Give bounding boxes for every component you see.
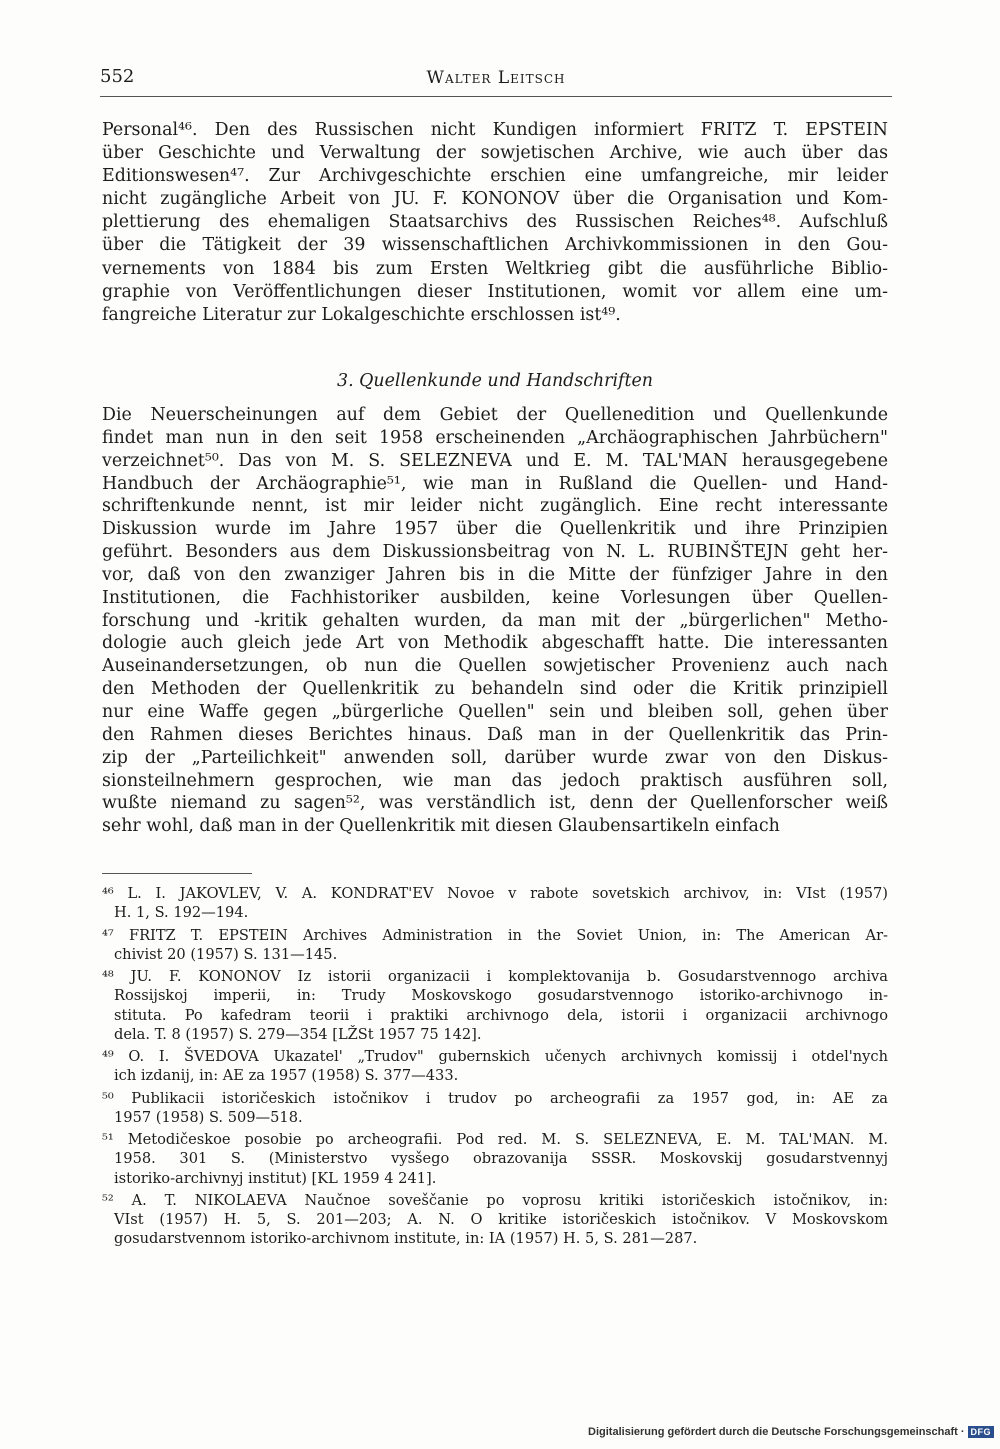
text-line: forschung und -kritik gehalten wurden, da man mit der „bürgerlichen" Metho- xyxy=(102,610,888,631)
footnote xyxy=(102,967,888,1044)
footnote xyxy=(102,1047,888,1085)
text-line: Personal⁴⁶. Den des Russischen nicht Kundigen informiert FRITZ T. EPSTEIN xyxy=(102,120,888,140)
text-line: schriftenkunde nennt, ist mir leider nicht zugänglich. Eine recht interessante xyxy=(102,496,888,517)
text-line: den Methoden der Quellenkritik zu behandeln sind oder die Kritik prinzipiell xyxy=(102,679,888,700)
footnote xyxy=(102,1191,888,1249)
text-line: über die Tätigkeit der 39 wissenschaftlichen Archivkommissionen in den Gou- xyxy=(102,235,888,256)
text-line: Die Neuerscheinungen auf dem Gebiet der Quellenedition und Quellenkunde xyxy=(102,405,888,425)
page-number: 552 xyxy=(100,66,135,87)
section-heading: 3. Quellenkunde und Handschriften xyxy=(337,371,653,391)
footnote-line: gosudarstvennom istoriko-archivnom institute, in: IA (1957) H. 5, S. 281—287. xyxy=(114,1230,698,1248)
footnote-line: stituta. Po kafedram teorii i praktiki archivnogo dela, istorii i organizacii archivnogo xyxy=(114,1006,888,1024)
text-line: nicht zugängliche Arbeit von JU. F. KONONOV über die Organisation und Kom- xyxy=(102,189,888,210)
text-line: sionsteilnehmern gesprochen, wie man das jedoch praktisch ausführen soll, xyxy=(102,770,888,791)
running-head xyxy=(100,66,892,97)
header-author: Walter Leitsch xyxy=(426,68,566,88)
text-line: verzeichnet⁵⁰. Das von M. S. SELEZNEVA und E. M. TAL'MAN herausgegebene xyxy=(102,450,888,471)
text-line: den Rahmen dieses Berichtes hinaus. Daß man in der Quellenkritik das Prin- xyxy=(102,724,888,745)
footnote-line: H. 1, S. 192—194. xyxy=(114,904,249,922)
footnote xyxy=(102,1130,888,1188)
text-line: Editionswesen⁴⁷. Zur Archivgeschichte erschien eine umfangreiche, mir leider xyxy=(102,166,888,187)
footnote-divider xyxy=(102,873,252,874)
footnote-line: ⁴⁷ FRITZ T. EPSTEIN Archives Administration in the Soviet Union, in: The American Ar- xyxy=(102,926,888,944)
text-line: sehr wohl, daß man in der Quellenkritik mit diesen Glaubensartikeln einfach xyxy=(102,816,780,837)
footnote-line: ⁴⁸ JU. F. KONONOV Iz istorii organizacii i komplektovanija b. Gosudarstvennogo archiva xyxy=(102,968,888,986)
credit-text: Digitalisierung gefördert durch die Deutsche Forschungsgemeinschaft xyxy=(588,1426,958,1438)
text-line: vor, daß von den zwanziger Jahren bis in die Mitte der fünfziger Jahre in den xyxy=(102,564,888,585)
footnotes xyxy=(102,884,888,1252)
text-line: findet man nun in den seit 1958 erscheinenden „Archäographischen Jahrbüchern" xyxy=(102,427,888,448)
text-line: fangreiche Literatur zur Lokalgeschichte erschlossen ist⁴⁹. xyxy=(102,304,621,325)
digitization-credit: Digitalisierung gefördert durch die Deutsche Forschungsgemeinschaft · DFG xyxy=(588,1426,994,1438)
footnote-line: ⁴⁹ O. I. ŠVEDOVA Ukazatel' „Trudov" gubernskich učenych archivnych komissij i otdel'nych xyxy=(102,1048,888,1066)
footnote xyxy=(102,1089,888,1127)
text-line: Auseinandersetzungen, ob nun die Quellen sowjetischer Provenienz auch nach xyxy=(102,656,888,677)
text-line: Institutionen, die Fachhistoriker ausbilden, keine Vorlesungen über Quellen- xyxy=(102,587,888,608)
footnote-line: VIst (1957) H. 5, S. 201—203; A. N. O kritike istoričeskich istočnikov. V Moskovskom xyxy=(114,1211,888,1229)
footnote-line: ⁵¹ Metodičeskoe posobie po archeografii. Pod red. M. S. SELEZNEVA, E. M. TAL'MAN. M. xyxy=(102,1131,888,1149)
footnote-line: ⁵² A. T. NIKOLAEVA Naučnoe soveščanie po voprosu kritiki istoričeskich istočnikov, in: xyxy=(102,1191,888,1209)
footnote-line: istoriko-archivnyj institut) [KL 1959 4 241]. xyxy=(114,1169,437,1187)
footnote-line: Rossijskoj imperii, in: Trudy Moskovskogo gosudarstvennogo istoriko-archivnogo in- xyxy=(114,987,888,1005)
footnote xyxy=(102,926,888,964)
footnote-line: ⁴⁶ L. I. JAKOVLEV, V. A. KONDRAT'EV Novoe v rabote sovetskich archivov, in: VIst (1957) xyxy=(102,885,888,902)
dfg-logo: DFG xyxy=(968,1426,995,1438)
text-line: plettierung des ehemaligen Staatsarchivs des Russischen Reiches⁴⁸. Aufschluß xyxy=(102,212,888,233)
footnote-line: 1957 (1958) S. 509—518. xyxy=(114,1108,303,1126)
text-line: vernements von 1884 bis zum Ersten Weltkrieg gibt die ausführliche Biblio- xyxy=(102,258,888,279)
text-line: nur eine Waffe gegen „bürgerliche Quellen" sein und bleiben soll, gehen über xyxy=(102,701,888,722)
body-paragraph-2 xyxy=(102,404,888,838)
footnote-line: 1958. 301 S. (Ministerstvo vysšego obrazovanija SSSR. Moskovskij gosudarstvennyj xyxy=(114,1150,888,1168)
footnote-line: ich izdanij, in: AE za 1957 (1958) S. 377—433. xyxy=(114,1067,459,1085)
text-line: über Geschichte und Verwaltung der sowjetischen Archive, wie auch über das xyxy=(102,143,888,164)
text-line: Handbuch der Archäographie⁵¹, wie man in Rußland die Quellen- und Hand- xyxy=(102,473,888,494)
footnote-line: ⁵⁰ Publikacii istoričeskich istočnikov i trudov po archeografii za 1957 god, in: AE za xyxy=(102,1089,888,1107)
text-line: geführt. Besonders aus dem Diskussionsbeitrag von N. L. RUBINŠTEJN geht her- xyxy=(102,542,888,563)
text-line: graphie von Veröffentlichungen dieser Institutionen, womit vor allem eine um- xyxy=(102,281,888,302)
text-line: dologie auch gleich jede Art von Methodik abgeschafft hatte. Die interessanten xyxy=(102,633,888,654)
text-line: wußte niemand zu sagen⁵², was verständlich ist, denn der Quellenforscher weiß xyxy=(102,793,888,814)
footnote xyxy=(102,884,888,922)
text-line: Diskussion wurde im Jahre 1957 über die Quellenkritik und ihre Prinzipien xyxy=(102,519,888,540)
text-line: zip der „Parteilichkeit" anwenden soll, darüber wurde zwar von den Diskus- xyxy=(102,747,888,768)
footnote-line: chivist 20 (1957) S. 131—145. xyxy=(114,945,338,963)
footnote-line: dela. T. 8 (1957) S. 279—354 [LŽSt 1957 75 142]. xyxy=(114,1025,482,1043)
body-paragraph-1 xyxy=(102,119,888,327)
